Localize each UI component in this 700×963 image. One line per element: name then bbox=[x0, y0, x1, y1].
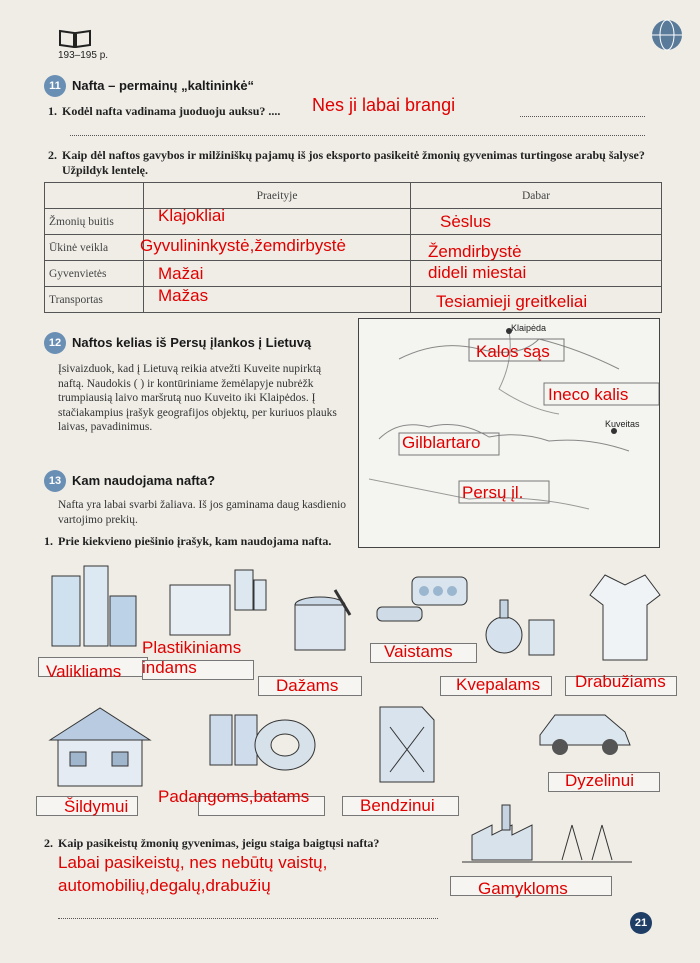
answer-factory: Gamykloms bbox=[478, 879, 568, 898]
s13-q1-number: 1. bbox=[44, 534, 53, 548]
table-row bbox=[45, 261, 662, 287]
pages-reference: 193–195 p. bbox=[58, 50, 109, 61]
section-title-13: Kam naudojama nafta? bbox=[72, 473, 216, 488]
q1-number: 1. bbox=[48, 104, 57, 118]
answer-tires: Padangoms,batams bbox=[158, 787, 310, 806]
book-icon bbox=[58, 28, 92, 48]
row-label: Transportas bbox=[45, 287, 144, 313]
answer-now-1: Sėslus bbox=[440, 212, 492, 231]
table-row bbox=[45, 209, 662, 235]
row-label: Žmonių buitis bbox=[45, 209, 144, 235]
answer-medicine: Vaistams bbox=[384, 642, 453, 661]
answer-past-1: Klajokliai bbox=[158, 206, 226, 225]
s13-q2-answer-line2: automobilių,degalų,drabužių bbox=[58, 876, 271, 895]
canister-illustration bbox=[372, 692, 442, 787]
medicine-illustration bbox=[372, 572, 472, 637]
answer-clothes: Drabužiams bbox=[575, 672, 666, 691]
map-answer-1: Kalos sąs bbox=[476, 342, 550, 361]
answer-now-2: Žemdirbystė bbox=[428, 242, 522, 261]
section-badge-13: 13 bbox=[44, 470, 66, 492]
section-badge-12: 12 bbox=[44, 332, 66, 354]
cleaner-bottles-illustration bbox=[42, 556, 142, 656]
answer-past-2: Gyvulininkystė,žemdirbystė bbox=[140, 236, 346, 255]
answer-line bbox=[520, 116, 645, 117]
house-illustration bbox=[40, 700, 160, 790]
section-title-12: Naftos kelias iš Persų įlankos į Lietuvą bbox=[72, 335, 312, 350]
section-badge-11: 11 bbox=[44, 75, 66, 97]
q1-answer: Nes ji labai brangi bbox=[312, 95, 456, 115]
shirt-illustration bbox=[585, 565, 665, 665]
paint-can-illustration bbox=[280, 585, 360, 660]
table-row bbox=[45, 235, 662, 261]
s13-q2-answer-line1: Labai pasikeistų, nes nebūtų vaistų, bbox=[58, 853, 328, 872]
q2-text: Kaip dėl naftos gavybos ir milžiniškų pajamų iš jos eksporto pasikeitė žmonių gyvenimas turtingose arabų šalyse? Užpildyk lentelę. bbox=[62, 148, 645, 177]
page-number: 21 bbox=[630, 912, 652, 934]
answer-plastics: Plastikiniams indams bbox=[142, 638, 242, 677]
section-13-text: Nafta yra labai svarbi žaliava. Iš jos gaminama daug kasdienio vartojimo prekių. bbox=[58, 499, 347, 526]
answer-house: Šildymui bbox=[64, 797, 129, 816]
plastic-containers-illustration bbox=[160, 560, 270, 645]
row-label: Gyvenvietės bbox=[45, 261, 144, 287]
factory-illustration bbox=[462, 800, 632, 870]
row-label: Ūkinė veikla bbox=[45, 235, 144, 261]
answer-car: Dyzelinui bbox=[565, 771, 634, 790]
table-header-past: Praeityje bbox=[144, 183, 411, 209]
answer-past-3: Mažai bbox=[158, 264, 204, 283]
map-answer-2: Ineco kalis bbox=[548, 385, 629, 404]
table-header-empty bbox=[45, 183, 144, 209]
answer-line bbox=[58, 918, 438, 919]
s13-q2-text: Kaip pasikeistų žmonių gyvenimas, jeigu staiga baigtųsi nafta? bbox=[58, 836, 380, 850]
section-12-text: Įsivaizduok, kad į Lietuvą reikia atvežti Kuveite nupirktą naftą. Naudokis ( ) ir kontūriniame žemėlapyje nubrėžk trumpiausią laivo maršrutą nuo Kuveito iki Klaipėdos. Į stačiakampius įrašyk geografijos objektų, per kuriuos plauks laivas, pavadinimus. bbox=[58, 363, 337, 433]
map-answer-3: Gilblartaro bbox=[402, 433, 481, 452]
s13-q2-number: 2. bbox=[44, 836, 53, 850]
q2-number: 2. bbox=[48, 148, 57, 162]
answer-past-4: Mažas bbox=[158, 286, 209, 305]
s13-q1-text: Prie kiekvieno piešinio įrašyk, kam naudojama nafta. bbox=[58, 534, 332, 548]
answer-cleaners: Valikliams bbox=[46, 662, 122, 681]
map-label-klaipeda: Klaipėda bbox=[511, 323, 547, 333]
q1-text: Kodėl nafta vadinama juoduoju auksu? .... bbox=[62, 104, 281, 118]
map-answer-4: Persų įl. bbox=[462, 483, 524, 502]
answer-paints: Dažams bbox=[276, 676, 339, 695]
answer-now-4: Tesiamieji greitkeliai bbox=[436, 292, 588, 311]
section-title-11: Nafta – permainų „kaltininkė“ bbox=[72, 78, 255, 93]
answer-line bbox=[70, 135, 645, 136]
answer-perfume: Kvepalams bbox=[456, 675, 541, 694]
map-label-kuveitas: Kuveitas bbox=[605, 419, 640, 429]
answer-now-3: dideli miestai bbox=[428, 263, 527, 282]
globe-icon bbox=[650, 18, 684, 52]
boots-and-tire-illustration bbox=[190, 700, 320, 780]
perfume-bottles-illustration bbox=[484, 590, 564, 660]
answer-canister: Bendzinui bbox=[360, 796, 435, 815]
car-illustration bbox=[535, 700, 635, 760]
table-header-now: Dabar bbox=[411, 183, 662, 209]
